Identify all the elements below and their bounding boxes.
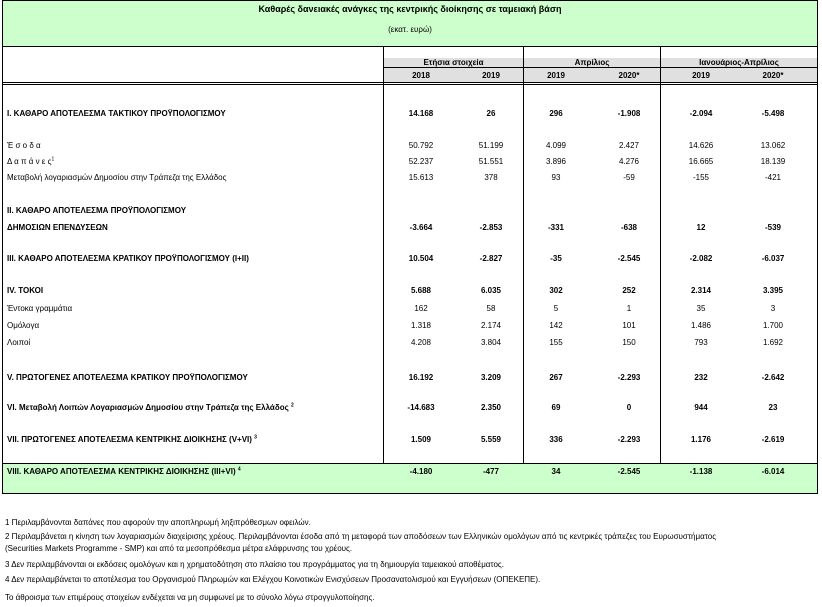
table-cell: 302 (549, 286, 563, 295)
table-cell: -4.180 (409, 467, 433, 476)
year-header: 2018 (412, 71, 430, 80)
table-cell: 0 (626, 403, 632, 412)
footnote: Το άθροισμα των επιμέρους στοιχείων ενδέχεται να μη συμφωνεί με το σύνολο λόγω στρογγυλοποίησης. (5, 593, 375, 602)
table-cell: 14.168 (408, 109, 434, 118)
table-cell: 4.208 (410, 338, 432, 347)
row-label: I. ΚΑΘΑΡΟ ΑΠΟΤΕΛΕΣΜΑ ΤΑΚΤΙΚΟΥ ΠΡΟΫΠΟΛΟΓΙΣΜΟΥ (7, 109, 226, 118)
title-band (3, 1, 817, 47)
table-cell: -2.619 (761, 435, 785, 444)
table-cell: -35 (550, 254, 562, 263)
group-header-annual: Ετήσια στοιχεία (423, 58, 484, 67)
table-cell: -1.908 (617, 109, 641, 118)
row-label: IV. ΤΟΚΟΙ (7, 286, 44, 295)
row-label: II. ΚΑΘΑΡΟ ΑΠΟΤΕΛΕΣΜΑ ΠΡΟΫΠΟΛΟΓΙΣΜΟΥ (7, 206, 187, 215)
footnote-ref: 3 (254, 434, 257, 441)
table-cell: 101 (622, 321, 636, 330)
row-label (7, 467, 241, 476)
table-cell: 3.209 (480, 373, 502, 382)
table-cell: 3.395 (762, 286, 784, 295)
column-divider (523, 47, 524, 493)
row-label: Έντοκα γραμμάτια (7, 304, 73, 313)
table-subtitle: (εκατ. ευρώ) (388, 25, 432, 34)
table-cell: 50.792 (408, 141, 434, 150)
table-cell: 14.626 (688, 141, 714, 150)
table-cell: 10.504 (408, 254, 434, 263)
table-cell: 378 (484, 173, 498, 182)
row-label: Ομόλογα (7, 321, 40, 330)
table-cell: -2.082 (689, 254, 713, 263)
header-separator (3, 82, 817, 83)
table-cell: 3.896 (545, 157, 567, 166)
table-cell: 2.314 (690, 286, 712, 295)
row-label: ΔΗΜΟΣΙΩΝ ΕΠΕΝΔΥΣΕΩΝ (7, 223, 108, 232)
table-cell: -14.683 (407, 403, 435, 412)
table-cell: 2.174 (480, 321, 502, 330)
table-cell: 150 (622, 338, 636, 347)
year-header: 2019 (547, 71, 565, 80)
row-separator (3, 84, 817, 85)
table-cell: 252 (622, 286, 636, 295)
group-underline (384, 67, 523, 68)
table-cell: 52.237 (408, 157, 434, 166)
row-label-text: Δ α π ά ν ε ς (7, 157, 52, 166)
group-header-april: Απρίλιος (574, 58, 610, 67)
year-header: 2019 (482, 71, 500, 80)
row-label (7, 157, 54, 166)
table-cell: 18.139 (760, 157, 786, 166)
group-underline (661, 67, 817, 68)
table-cell: -638 (620, 223, 637, 232)
table-cell: -2.642 (761, 373, 785, 382)
table-cell: -59 (623, 173, 635, 182)
year-header: 2020* (618, 71, 640, 80)
table-cell: -2.545 (617, 467, 641, 476)
table-cell: 1.509 (410, 435, 432, 444)
table-cell: 34 (551, 467, 561, 476)
footnote: 4 Δεν περιλαμβάνεται το αποτέλεσμα του Οργανισμού Πληρωμών και Ελέγχου Κοινοτικών Ενισχύσεων Προσανατολισμού και Εγγυήσεων (ΟΠΕΚΕΠΕ). (5, 575, 541, 584)
group-underline (524, 67, 660, 68)
table-cell: 155 (549, 338, 563, 347)
table-cell: 58 (486, 304, 496, 313)
table-cell: -3.664 (409, 223, 433, 232)
table-cell: -2.094 (689, 109, 713, 118)
table-cell: -421 (764, 173, 781, 182)
table-cell: 51.199 (478, 141, 504, 150)
table-cell: -6.014 (761, 467, 785, 476)
table-cell: 6.035 (480, 286, 502, 295)
column-divider (660, 47, 661, 493)
row-label: V. ΠΡΩΤΟΓΕΝΕΣ ΑΠΟΤΕΛΕΣΜΑ ΚΡΑΤΙΚΟΥ ΠΡΟΫΠΟΛΟΓΙΣΜΟΥ (7, 373, 248, 382)
footnote: (Securities Markets Programme - SMP) και από τα μεσοπρόθεσμα μέτρα ελάφρυνσης του χρέους. (5, 544, 353, 553)
table-cell: 13.062 (760, 141, 786, 150)
footnote: 1 Περιλαμβάνονται δαπάνες που αφορούν την αποπληρωμή ληξιπρόθεσμων οφειλών. (5, 518, 311, 527)
table-cell: 1.318 (410, 321, 432, 330)
footnote: 3 Δεν περιλαμβάνονται οι εκδόσεις ομολόγων και η χρηματοδότηση στο πλαίσιο του προγράμματος για τη δημιουργία ταμειακού αποθέματος. (5, 560, 505, 569)
table-cell: -2.293 (617, 435, 641, 444)
table-cell: 69 (551, 403, 561, 412)
row-label-text: VII. ΠΡΩΤΟΓΕΝΕΣ ΑΠΟΤΕΛΕΣΜΑ ΚΕΝΤΡΙΚΗΣ ΔΙΟΙΚΗΣΗΣ (V+VI) (7, 435, 252, 444)
table-title: Καθαρές δανειακές ανάγκες της κεντρικής διοίκησης σε ταμειακή βάση (258, 4, 562, 14)
year-header: 2019 (692, 71, 710, 80)
table-cell: 4.099 (545, 141, 567, 150)
table-cell: -5.498 (761, 109, 785, 118)
row-label: III. ΚΑΘΑΡΟ ΑΠΟΤΕΛΕΣΜΑ ΚΡΑΤΙΚΟΥ ΠΡΟΫΠΟΛΟΓΙΣΜΟΥ (I+II) (7, 254, 249, 263)
table-cell: 1.176 (690, 435, 712, 444)
group-header-jan-apr: Ιανουάριος-Απρίλιος (699, 58, 779, 67)
table-cell: -331 (547, 223, 564, 232)
table-cell: 5 (553, 304, 559, 313)
data-table (2, 0, 818, 494)
table-cell: -2.545 (617, 254, 641, 263)
table-cell: 944 (694, 403, 708, 412)
table-cell: 1.692 (762, 338, 784, 347)
table-cell: 336 (549, 435, 563, 444)
footnote-ref: 1 (51, 156, 55, 163)
table-cell: -155 (692, 173, 709, 182)
footnote: 2 Περιλαμβάνεται η κίνηση των λογαριασμών διαχείρισης χρέους. Περιλαμβάνονται έσοδα από τη μεταφορά των αποδόσεων των Ελληνικών ομολόγων από τις κεντρικές τράπεζες του Ευρωσυστήματος (5, 532, 717, 541)
table-cell: 51.551 (478, 157, 504, 166)
footnote-ref: 2 (290, 402, 294, 409)
table-cell: 23 (768, 403, 778, 412)
table-cell: 296 (549, 109, 563, 118)
table-cell: 1.486 (690, 321, 712, 330)
table-cell: 35 (696, 304, 706, 313)
row-label-text: VIII. ΚΑΘΑΡΟ ΑΠΟΤΕΛΕΣΜΑ ΚΕΝΤΡΙΚΗΣ ΔΙΟΙΚΗΣΗΣ (III+VI) (7, 467, 236, 476)
row-label (7, 403, 294, 412)
table-cell: 16.665 (688, 157, 714, 166)
table-cell: 162 (414, 304, 428, 313)
table-cell: -2.293 (617, 373, 641, 382)
table-cell: -6.037 (761, 254, 785, 263)
table-cell: 93 (551, 173, 561, 182)
table-cell: 3 (770, 304, 776, 313)
table-cell: -2.853 (479, 223, 503, 232)
table-cell: 2.350 (480, 403, 502, 412)
row-label-text: VI. Μεταβολή Λοιπών Λογαριασμών Δημοσίου στην Τράπεζα της Ελλάδος (7, 403, 289, 412)
table-cell: 5.688 (410, 286, 432, 295)
row-label: Έ σ ο δ α (7, 141, 41, 150)
table-cell: 2.427 (618, 141, 640, 150)
table-cell: -539 (764, 223, 781, 232)
table-cell: 232 (694, 373, 708, 382)
table-cell: 1.700 (762, 321, 784, 330)
table-cell: 5.559 (480, 435, 502, 444)
table-cell: 16.192 (408, 373, 434, 382)
row-label: Λοιποί (7, 338, 31, 347)
table-cell: 15.613 (408, 173, 434, 182)
table-cell: 142 (549, 321, 563, 330)
table-cell: 267 (549, 373, 563, 382)
table-cell: 4.276 (618, 157, 640, 166)
row-label (7, 435, 257, 444)
table-cell: 26 (486, 109, 496, 118)
table-cell: 12 (696, 223, 706, 232)
year-header: 2020* (762, 71, 784, 80)
table-cell: 1 (626, 304, 632, 313)
column-divider (383, 47, 384, 493)
table-cell: -2.827 (479, 254, 503, 263)
table-cell: -477 (482, 467, 499, 476)
table-cell: 793 (694, 338, 708, 347)
footnote-ref: 4 (237, 466, 241, 473)
table-cell: -1.138 (689, 467, 713, 476)
row-label: Μεταβολή λογαριασμών Δημοσίου στην Τράπεζα της Ελλάδος (7, 173, 227, 182)
table-cell: 3.804 (480, 338, 502, 347)
